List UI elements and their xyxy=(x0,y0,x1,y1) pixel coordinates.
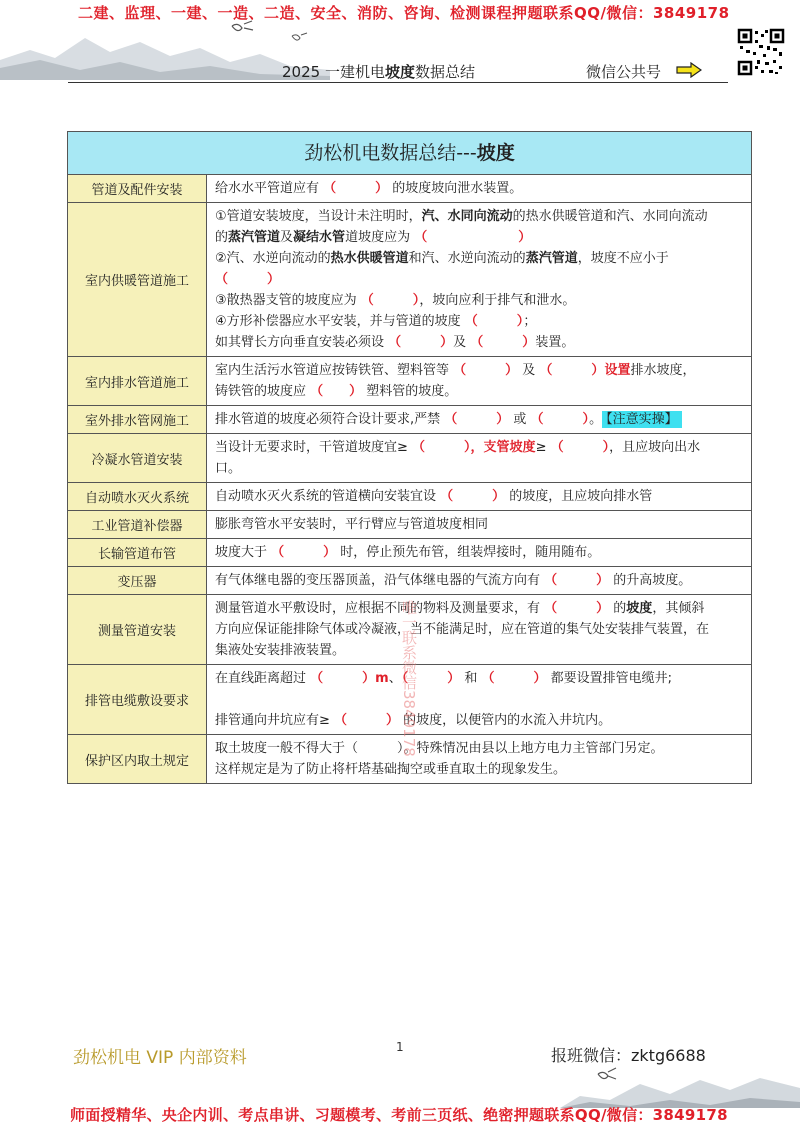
text-segment: 口。 xyxy=(215,461,242,476)
blank-slot: （ ） xyxy=(414,230,532,245)
row-content xyxy=(207,203,751,356)
blank-slot: （ ） xyxy=(323,181,389,196)
text-segment: 排水管道的坡度必须符合设计要求,严禁 xyxy=(215,412,445,427)
content-line xyxy=(215,689,745,710)
bold-term: 蒸汽管道 xyxy=(525,251,578,266)
table-row xyxy=(68,511,751,539)
text-segment: 如其臂长方向垂直安装必须设 xyxy=(215,335,389,350)
bold-term: 凝结水管 xyxy=(293,230,346,245)
table-row xyxy=(68,357,751,406)
content-line xyxy=(215,360,745,381)
content-line xyxy=(215,248,745,269)
mountain-crane-decoration xyxy=(560,1060,800,1108)
text-segment: ，坡向应利于排气和泄水。 xyxy=(419,293,576,308)
text-segment: 的坡度，且应坡向排水管 xyxy=(505,489,653,504)
content-line xyxy=(215,759,745,780)
text-segment: 及 xyxy=(453,335,471,350)
table-row xyxy=(68,539,751,567)
text-segment: 的坡度，以便管内的水流入井坑内。 xyxy=(399,713,612,728)
text-segment: ①管道安装坡度，当设计未注明时， xyxy=(215,209,422,224)
blank-slot: （ ） xyxy=(464,314,524,329)
page-number: 1 xyxy=(396,1040,404,1054)
content-line xyxy=(215,598,745,619)
blank-slot: （ ） xyxy=(401,671,461,686)
row-content xyxy=(207,735,751,783)
table-row xyxy=(68,203,751,357)
content-line xyxy=(215,458,745,479)
blank-slot: （ ） xyxy=(215,272,281,287)
row-content xyxy=(207,483,751,510)
content-line xyxy=(215,332,745,353)
text-segment: 集液处安装排液装置。 xyxy=(215,643,346,658)
content-line xyxy=(215,290,745,311)
text-segment: 方向应保证能排除气体或冷凝液，当不能满足时，应在管道的集气处安装排气装置，在 xyxy=(215,622,710,637)
text-segment: 和 xyxy=(460,671,482,686)
text-segment: 的升高坡度。 xyxy=(609,573,692,588)
row-content xyxy=(207,406,751,433)
blank-slot: ，支管坡度 xyxy=(470,440,536,455)
text-segment: 排管通向井坑应有≥ xyxy=(215,713,335,728)
text-segment: ③散热器支管的坡度应为 xyxy=(215,293,361,308)
content-line xyxy=(215,178,745,199)
text-segment: 有气体继电器的变压器顶盖，沿气体继电器的气流方向有 xyxy=(215,573,545,588)
blank-slot: （ ） xyxy=(453,363,519,378)
text-segment: 、 xyxy=(388,671,402,686)
text-segment: 或 xyxy=(509,412,531,427)
header-rule xyxy=(68,82,728,83)
row-category: 排管电缆敷设要求 xyxy=(68,665,207,734)
wechat-label: 微信公共号 xyxy=(586,63,662,81)
content-line xyxy=(215,710,745,731)
text-segment: 和汽、水逆向流动的 xyxy=(408,251,526,266)
row-content xyxy=(207,511,751,538)
text-segment: 的热水供暖管道和汽、水同向流动 xyxy=(512,209,708,224)
table-row xyxy=(68,175,751,203)
text-segment: 室内生活污水管道应按铸铁管、塑料管等 xyxy=(215,363,454,378)
text-segment: 时，停止预先布管，组装焊接时，随用随布。 xyxy=(336,545,601,560)
text-segment: 及 xyxy=(518,363,540,378)
right-arrow-icon xyxy=(676,62,702,78)
text-segment: 排水坡度， xyxy=(630,363,696,378)
blank-slot: （ ） xyxy=(334,713,400,728)
text-segment: 。 xyxy=(589,412,603,427)
blank-slot: （ ） xyxy=(530,412,590,427)
row-content xyxy=(207,434,751,482)
bold-term: 汽、水同向流动 xyxy=(421,209,513,224)
blank-slot: （ ） xyxy=(544,601,610,616)
row-category: 保护区内取土规定 xyxy=(68,735,207,783)
row-content xyxy=(207,539,751,566)
bold-term: 热水供暖管道 xyxy=(330,251,409,266)
bold-term: 坡度 xyxy=(626,601,653,616)
text-segment: 这样规定是为了防止将杆塔基础掏空或垂直取土的现象发生。 xyxy=(215,762,567,777)
text-segment: 的坡度坡向泄水装置。 xyxy=(388,181,523,196)
row-category: 工业管道补偿器 xyxy=(68,511,207,538)
blank-slot: （ ） xyxy=(550,440,610,455)
bold-term: 蒸汽管道 xyxy=(228,230,281,245)
row-content xyxy=(207,357,751,405)
blank-slot: （ ） xyxy=(412,440,471,455)
row-category: 管道及配件安装 xyxy=(68,175,207,202)
blank-slot: （ ） xyxy=(444,412,510,427)
blank-slot: （ ） xyxy=(539,363,605,378)
blank-slot: （ ） xyxy=(481,671,547,686)
text-segment: 及 xyxy=(280,230,294,245)
footer-brand: 劲松机电 VIP 内部资料 xyxy=(73,1048,247,1068)
text-segment: 的 xyxy=(609,601,627,616)
row-category: 室内排水管道施工 xyxy=(68,357,207,405)
table-row xyxy=(68,406,751,434)
text-segment: ，坡度不应小于 xyxy=(577,251,669,266)
content-line xyxy=(215,486,745,507)
blank-slot: （ ） xyxy=(440,489,506,504)
table-row xyxy=(68,567,751,595)
row-category: 变压器 xyxy=(68,567,207,594)
text-segment: 膨胀弯管水平安装时，平行臂应与管道坡度相同 xyxy=(215,517,489,532)
text-segment: ④方形补偿器应水平安装，并与管道的坡度 xyxy=(215,314,465,329)
text-segment: 测量管道水平敷设时，应根据不同的物料及测量要求，有 xyxy=(215,601,545,616)
content-line xyxy=(215,514,745,535)
text-segment: 在直线距离超过 xyxy=(215,671,311,686)
content-line xyxy=(215,206,745,227)
content-line xyxy=(215,570,745,591)
row-category: 室外排水管网施工 xyxy=(68,406,207,433)
row-category: 长输管道布管 xyxy=(68,539,207,566)
text-segment: 取土坡度一般不得大于（ ）。特殊情况由县以上地方电力主管部门另定。 xyxy=(215,741,664,756)
text-segment: 自动喷水灭火系统的管道横向安装宜设 xyxy=(215,489,441,504)
content-line xyxy=(215,269,745,290)
watermark: 唯一联系微信3849178 xyxy=(400,600,418,757)
content-line xyxy=(215,381,745,402)
text-segment: ②汽、水逆向流动的 xyxy=(215,251,331,266)
blank-slot: （ ）m xyxy=(310,671,389,686)
content-line xyxy=(215,437,745,458)
blank-slot: （ ） xyxy=(310,384,363,399)
row-category: 测量管道安装 xyxy=(68,595,207,664)
blank-slot: 设置 xyxy=(604,363,631,378)
top-promo-banner: 二建、监理、一建、一造、二造、安全、消防、咨询、检测课程押题联系QQ/微信：3849178 xyxy=(78,4,730,22)
text-segment: 的 xyxy=(215,230,229,245)
table-title: 劲松机电数据总结---坡度 xyxy=(68,132,751,175)
table-row xyxy=(68,434,751,483)
content-line xyxy=(215,738,745,759)
text-segment: 铸铁管的坡度应 xyxy=(215,384,311,399)
qr-code-icon[interactable] xyxy=(737,28,785,76)
blank-slot: （ ） xyxy=(470,335,536,350)
row-category: 自动喷水灭火系统 xyxy=(68,483,207,510)
row-content xyxy=(207,175,751,202)
table-row xyxy=(68,483,751,511)
text-segment: 装置。 xyxy=(535,335,575,350)
text-segment: 当设计无要求时，干管道坡度宜≥ xyxy=(215,440,413,455)
bottom-promo-banner: 师面授精华、央企内训、考点串讲、习题模考、考前三页纸、绝密押题联系QQ/微信：3849178 xyxy=(70,1106,728,1124)
text-segment: ； xyxy=(523,314,537,329)
text-segment: 都要设置排管电缆井; xyxy=(546,671,673,686)
content-line xyxy=(215,311,745,332)
footer-contact: 报班微信：zktg6688 xyxy=(551,1046,706,1065)
row-content xyxy=(207,665,751,734)
text-segment: ，且应坡向出水 xyxy=(609,440,701,455)
row-category: 冷凝水管道安装 xyxy=(68,434,207,482)
text-segment: 塑料管的坡度。 xyxy=(362,384,458,399)
content-line xyxy=(215,227,745,248)
blank-slot: （ ） xyxy=(360,293,420,308)
blank-slot: （ ） xyxy=(544,573,610,588)
content-line xyxy=(215,542,745,563)
text-segment: ，其倾斜 xyxy=(652,601,705,616)
row-category: 室内供暖管道施工 xyxy=(68,203,207,356)
content-line xyxy=(215,619,745,640)
blank-slot: （ ） xyxy=(271,545,337,560)
document-title: 2025 一建机电坡度数据总结 xyxy=(282,63,475,81)
text-segment: 坡度大于 xyxy=(215,545,272,560)
row-content xyxy=(207,595,751,664)
text-segment: 给水水平管道应有 xyxy=(215,181,324,196)
content-line xyxy=(215,409,745,430)
row-content xyxy=(207,567,751,594)
content-line xyxy=(215,640,745,661)
blank-slot: （ ） xyxy=(388,335,454,350)
text-segment: 道坡度应为 xyxy=(345,230,415,245)
content-line xyxy=(215,668,745,689)
note-tag: 【注意实操】 xyxy=(602,411,682,428)
text-segment: ≥ xyxy=(535,440,551,455)
mountain-crane-decoration xyxy=(0,20,330,80)
